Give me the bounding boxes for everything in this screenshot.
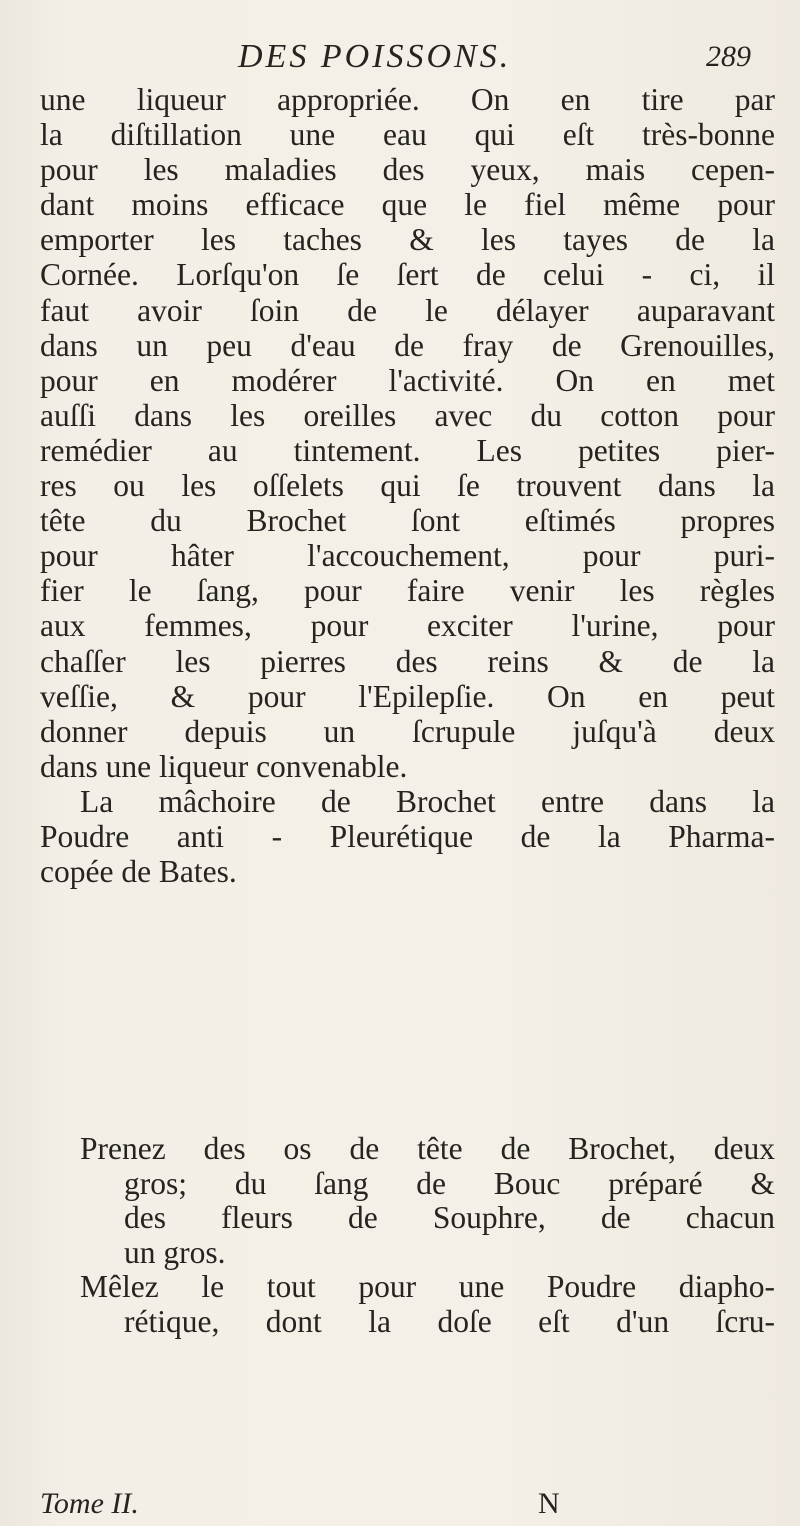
text-line: une liqueur appropriée. On en tire par bbox=[40, 82, 775, 117]
text-line: auſſi dans les oreilles avec du cotton pour bbox=[40, 397, 775, 433]
text-line: pour en modérer l'activité. On en met bbox=[40, 362, 775, 398]
second-paragraph bbox=[40, 784, 775, 889]
text-line: Mêlez le tout pour une Poudre diapho- bbox=[80, 1269, 775, 1305]
text-line: fier le ſang, pour faire venir les règles bbox=[40, 573, 775, 609]
text-line: gros; du ſang de Bouc préparé & bbox=[124, 1165, 775, 1201]
text-line: un gros. bbox=[124, 1234, 226, 1270]
running-title: DES POISSONS. bbox=[238, 38, 512, 75]
text-line: emporter les taches & les tayes de la bbox=[40, 222, 775, 258]
recipe-paragraph bbox=[40, 1132, 775, 1270]
text-line: remédier au tintement. Les petites pier- bbox=[40, 432, 775, 468]
text-line: res ou les oſſelets qui ſe trouvent dans la bbox=[40, 468, 775, 504]
text-line: dans un peu d'eau de fray de Grenouilles, bbox=[40, 327, 775, 363]
text-line: rétique, dont la doſe eſt d'un ſcru- bbox=[124, 1303, 775, 1339]
text-line: tête du Brochet ſont eſtimés propres bbox=[40, 503, 775, 539]
text-line: veſſie, & pour l'Epilepſie. On en peut bbox=[40, 678, 775, 714]
recipe bbox=[40, 1132, 775, 1340]
text-line: Cornée. Lorſqu'on ſe ſert de celui - ci, il bbox=[40, 257, 775, 293]
text-line: pour hâter l'accouchement, pour puri- bbox=[40, 538, 775, 574]
text-line: des fleurs de Souphre, de chacun bbox=[124, 1200, 775, 1236]
text-line: donner depuis un ſcrupule juſqu'à deux bbox=[40, 713, 775, 749]
text-line: la diſtillation une eau qui eſt très-bonne bbox=[40, 117, 775, 153]
text-line: pour les maladies des yeux, mais cepen- bbox=[40, 152, 775, 188]
text-line: copée de Bates. bbox=[40, 854, 237, 890]
text-line: La mâchoire de Brochet entre dans la bbox=[80, 783, 775, 819]
text-line: Poudre anti - Pleurétique de la Pharma- bbox=[40, 818, 775, 854]
volume-label: Tome II. bbox=[40, 1487, 139, 1520]
page-number: 289 bbox=[706, 40, 751, 73]
text-line: chaſſer les pierres des reins & de la bbox=[40, 643, 775, 679]
signature-mark: N bbox=[538, 1487, 560, 1520]
main-paragraph bbox=[40, 82, 775, 784]
text-line: aux femmes, pour exciter l'urine, pour bbox=[40, 608, 775, 644]
running-head bbox=[0, 38, 800, 88]
body-text bbox=[40, 82, 775, 889]
text-line: Prenez des os de tête de Brochet, deux bbox=[80, 1131, 775, 1166]
text-line: dans une liqueur convenable. bbox=[40, 748, 408, 784]
text-line: faut avoir ſoin de le délayer auparavant bbox=[40, 292, 775, 328]
recipe-paragraph bbox=[40, 1270, 775, 1339]
text-line: dant moins efficace que le fiel même pour bbox=[40, 187, 775, 223]
